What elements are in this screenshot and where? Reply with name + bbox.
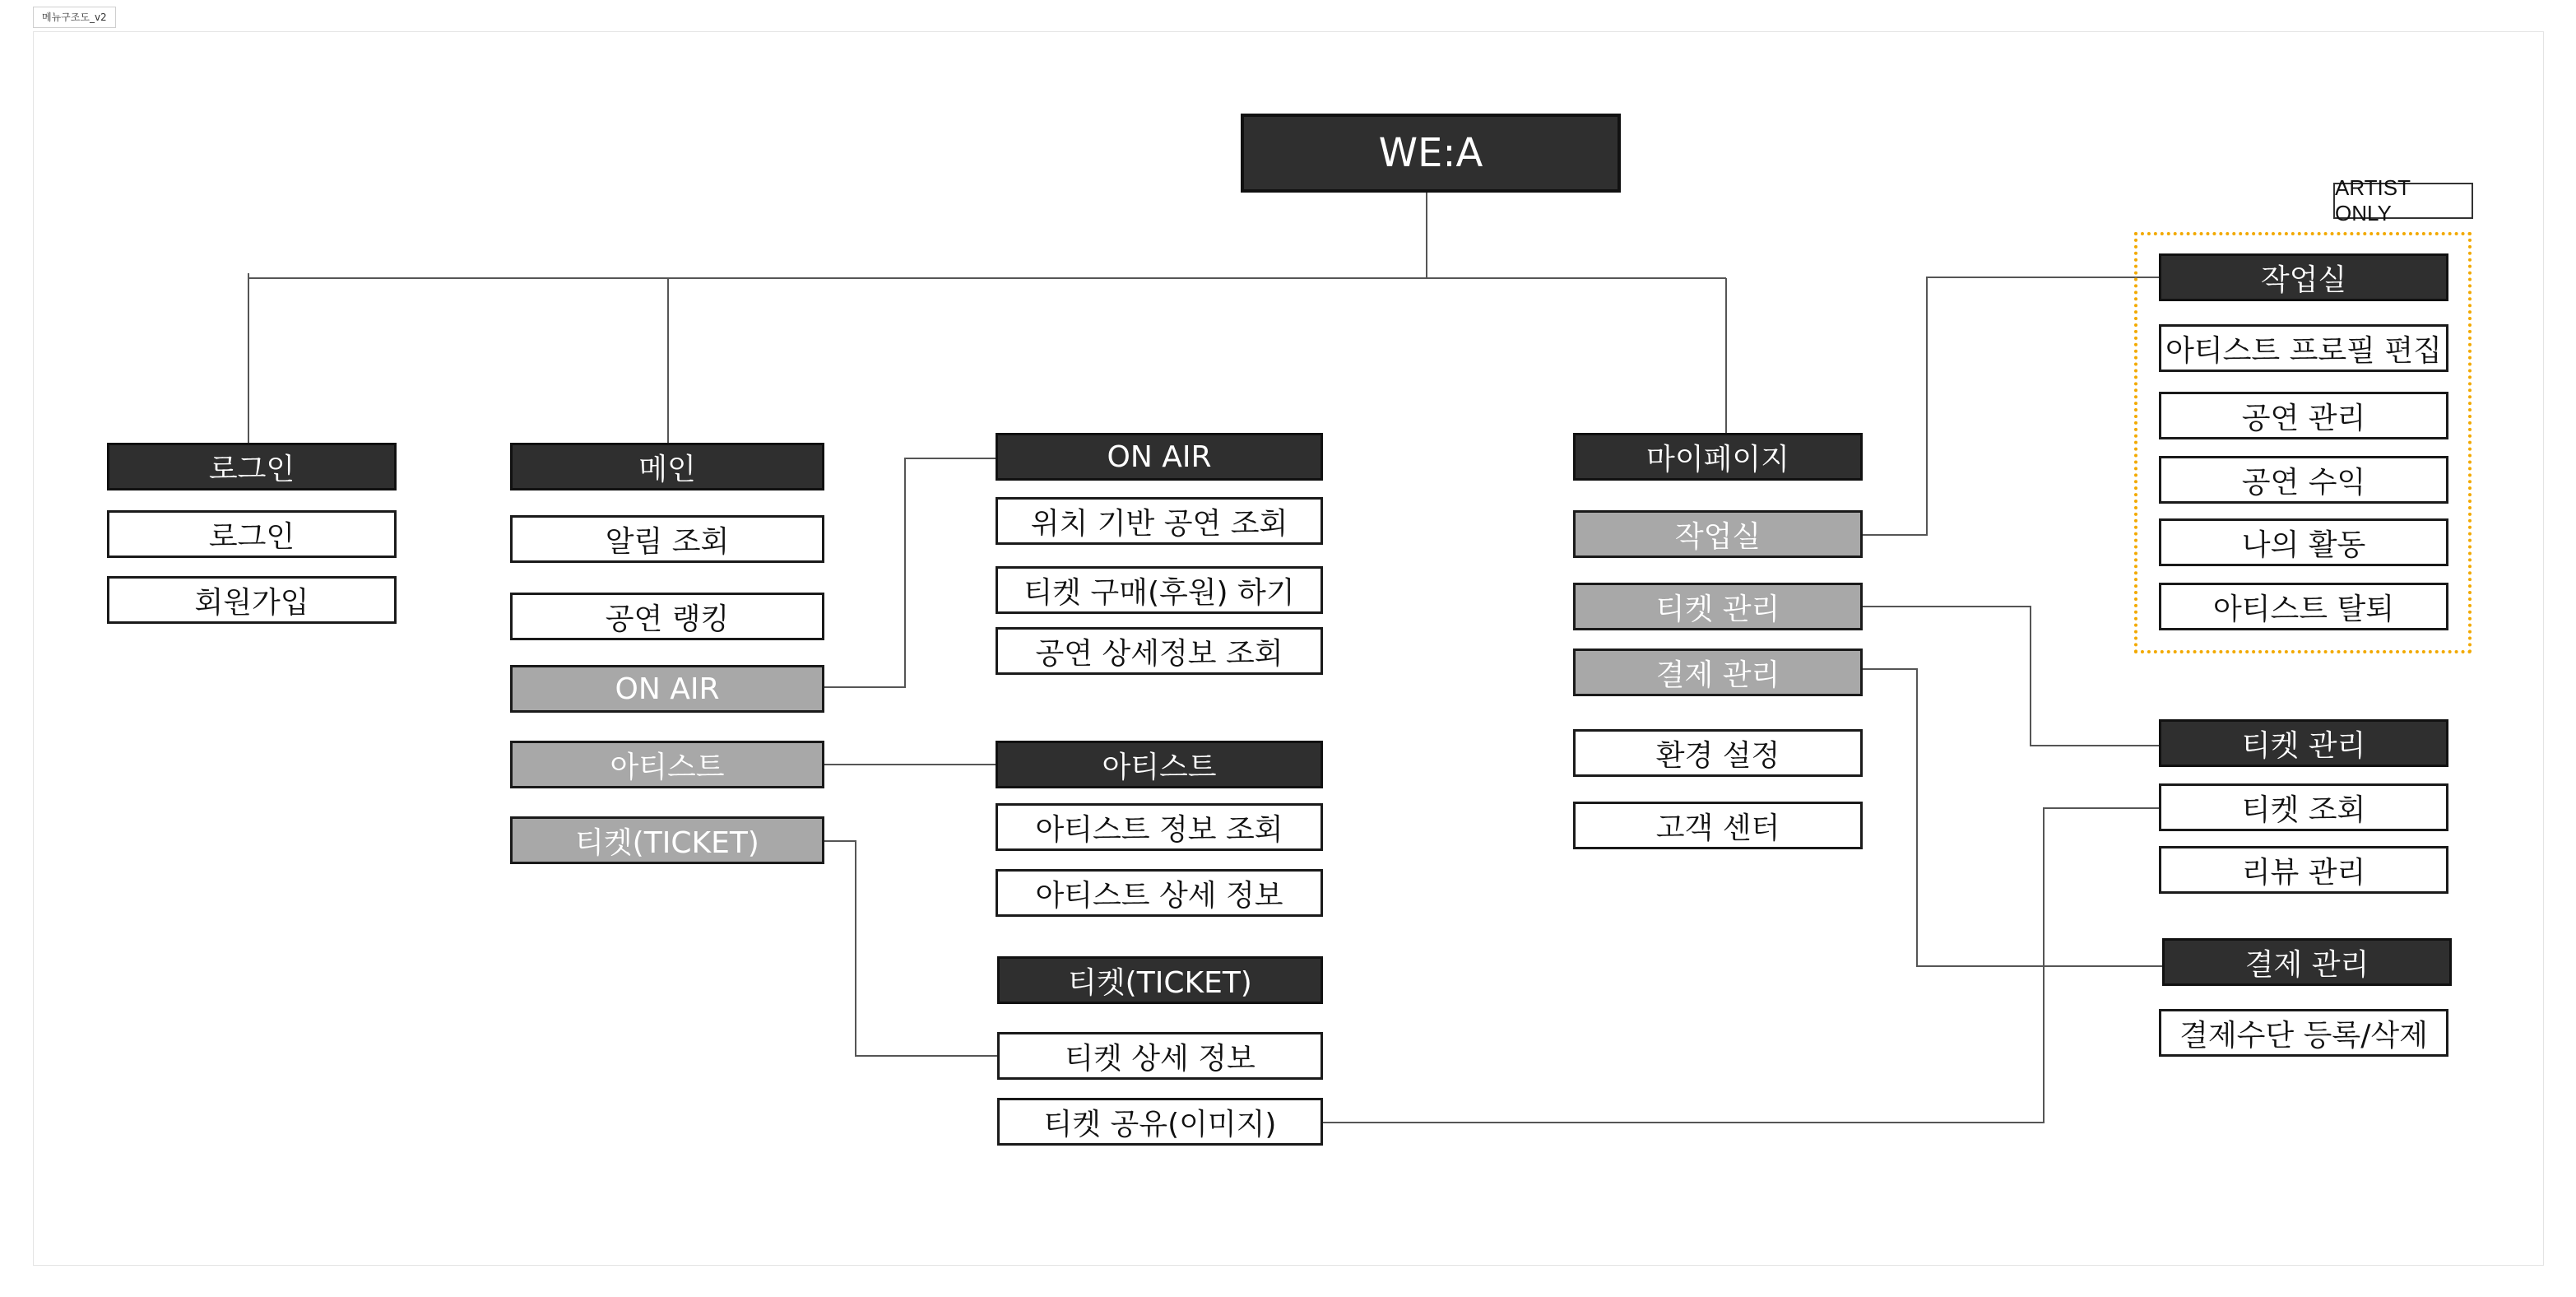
main-notifications[interactable]: 알림 조회 xyxy=(510,515,824,563)
payment-method-edit[interactable]: 결제수단 등록/삭제 xyxy=(2159,1009,2448,1057)
login-item[interactable]: 로그인 xyxy=(107,510,397,558)
mypage-workroom[interactable]: 작업실 xyxy=(1573,510,1863,558)
workroom-withdraw[interactable]: 아티스트 탈퇴 xyxy=(2159,583,2448,630)
ticket-header[interactable]: 티켓(TICKET) xyxy=(997,956,1323,1004)
main-header[interactable]: 메인 xyxy=(510,443,824,490)
artist-detail[interactable]: 아티스트 상세 정보 xyxy=(996,869,1323,917)
root-node[interactable]: WE:A xyxy=(1241,114,1621,193)
workroom-activity[interactable]: 나의 활동 xyxy=(2159,518,2448,566)
main-onair[interactable]: ON AIR xyxy=(510,665,824,713)
link-ticket xyxy=(823,841,997,1056)
mypage-header[interactable]: 마이페이지 xyxy=(1573,433,1863,481)
workroom-revenue[interactable]: 공연 수익 xyxy=(2159,456,2448,504)
artist-header[interactable]: 아티스트 xyxy=(996,741,1323,788)
link-ticket-mgmt xyxy=(1861,607,2159,746)
link-workroom xyxy=(1861,277,2159,535)
payment-mgmt-header[interactable]: 결제 관리 xyxy=(2162,938,2452,986)
ticket-mgmt-header[interactable]: 티켓 관리 xyxy=(2159,719,2448,767)
mypage-settings[interactable]: 환경 설정 xyxy=(1573,729,1863,777)
mypage-support[interactable]: 고객 센터 xyxy=(1573,802,1863,849)
workroom-show-mgmt[interactable]: 공연 관리 xyxy=(2159,392,2448,439)
ticket-mgmt-reviews[interactable]: 리뷰 관리 xyxy=(2159,846,2448,894)
workroom-profile-edit[interactable]: 아티스트 프로필 편집 xyxy=(2159,324,2448,372)
mypage-ticket-mgmt[interactable]: 티켓 관리 xyxy=(1573,583,1863,630)
link-onair xyxy=(823,458,996,687)
ticket-detail[interactable]: 티켓 상세 정보 xyxy=(997,1032,1323,1080)
link-payment-mgmt xyxy=(1861,669,2162,966)
login-header[interactable]: 로그인 xyxy=(107,443,397,490)
ticket-mgmt-inquiry[interactable]: 티켓 조회 xyxy=(2159,783,2448,831)
main-ticket[interactable]: 티켓(TICKET) xyxy=(510,816,824,864)
main-artist[interactable]: 아티스트 xyxy=(510,741,824,788)
onair-detail[interactable]: 공연 상세정보 조회 xyxy=(996,627,1323,675)
signup-item[interactable]: 회원가입 xyxy=(107,576,397,624)
main-ranking[interactable]: 공연 랭킹 xyxy=(510,593,824,640)
artist-info[interactable]: 아티스트 정보 조회 xyxy=(996,803,1323,851)
mypage-payment-mgmt[interactable]: 결제 관리 xyxy=(1573,648,1863,696)
onair-ticket-purchase[interactable]: 티켓 구매(후원) 하기 xyxy=(996,566,1323,614)
artist-only-label: ARTIST ONLY xyxy=(2333,183,2473,219)
onair-location-search[interactable]: 위치 기반 공연 조회 xyxy=(996,497,1323,545)
onair-header[interactable]: ON AIR xyxy=(996,433,1323,481)
ticket-share[interactable]: 티켓 공유(이미지) xyxy=(997,1098,1323,1146)
workroom-header[interactable]: 작업실 xyxy=(2159,253,2448,301)
frame-label: 메뉴구조도_v2 xyxy=(33,7,116,28)
